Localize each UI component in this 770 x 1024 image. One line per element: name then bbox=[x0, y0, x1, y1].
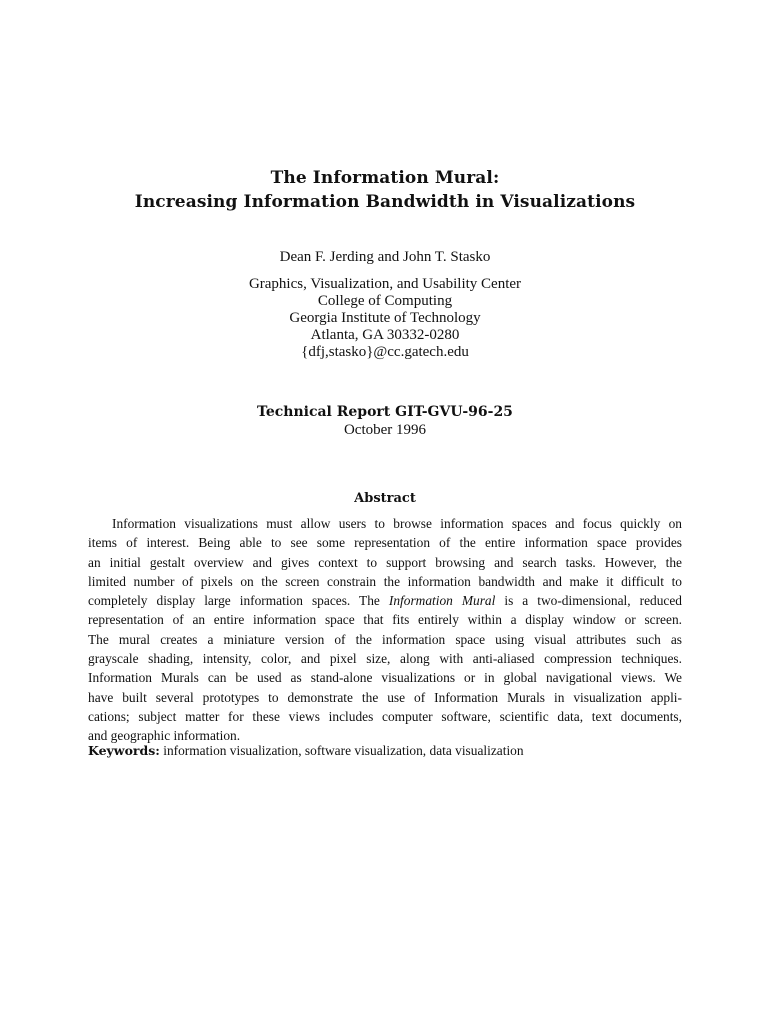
title-line-2: Increasing Information Bandwidth in Visualizations bbox=[134, 192, 636, 212]
abstract-heading: Abstract bbox=[354, 491, 416, 506]
abstract-italic-term: Information Mural bbox=[388, 593, 496, 609]
abstract-line: grayscale shading, intensity, color, and pixel size, along with anti-aliased compression techniques. bbox=[88, 651, 682, 667]
author-names: Dean F. Jerding and John T. Stasko bbox=[279, 249, 491, 265]
affiliation-center: Graphics, Visualization, and Usability Center bbox=[248, 276, 522, 292]
abstract-line: Information visualizations must allow users to browse information spaces and focus quickly on bbox=[112, 516, 682, 531]
abstract-body bbox=[88, 514, 682, 746]
abstract-line: representation of an entire information space that fits entirely within a display window or screen. bbox=[88, 612, 682, 628]
abstract-line-start: completely display large information spaces. The bbox=[88, 593, 389, 609]
abstract-line: Information Murals can be used as stand-alone visualizations or in global navigational views. We bbox=[88, 670, 682, 686]
report-number: Technical Report GIT-GVU-96-25 bbox=[257, 404, 513, 420]
affiliation-block bbox=[0, 276, 770, 361]
report-date: October 1996 bbox=[343, 422, 427, 438]
abstract-line: an initial gestalt overview and gives context to support browsing and search tasks. However, the bbox=[88, 554, 682, 570]
title-line-1: The Information Mural: bbox=[270, 168, 500, 188]
paper-title bbox=[0, 166, 770, 214]
affiliation-institute: Georgia Institute of Technology bbox=[289, 310, 481, 326]
abstract-line: The mural creates a miniature version of the information space using visual attributes such as bbox=[88, 631, 682, 647]
abstract-line: have built several prototypes to demonstrate the use of Information Murals in visualization appli- bbox=[88, 689, 682, 705]
affiliation-college: College of Computing bbox=[317, 293, 453, 309]
keywords-text: information visualization, software visualization, data visualization bbox=[159, 743, 524, 758]
abstract-line: limited number of pixels on the screen constrain the information bandwidth and make it difficult to bbox=[88, 573, 682, 589]
affiliation-address: Atlanta, GA 30332-0280 bbox=[310, 327, 460, 343]
abstract-line: and geographic information. bbox=[88, 728, 241, 744]
abstract-line-end: is a two-dimensional, reduced bbox=[495, 593, 682, 609]
report-info bbox=[0, 404, 770, 439]
affiliation-email: {dfj,stasko}@cc.gatech.edu bbox=[301, 344, 469, 360]
abstract-line: items of interest. Being able to see some representation of the entire information space provides bbox=[88, 535, 682, 551]
abstract-line-mixed bbox=[88, 591, 682, 610]
abstract-line: cations; subject matter for these views includes computer software, scientific data, text documents, bbox=[88, 708, 682, 724]
keywords-label: Keywords: bbox=[88, 743, 160, 758]
keywords-line bbox=[88, 741, 682, 760]
